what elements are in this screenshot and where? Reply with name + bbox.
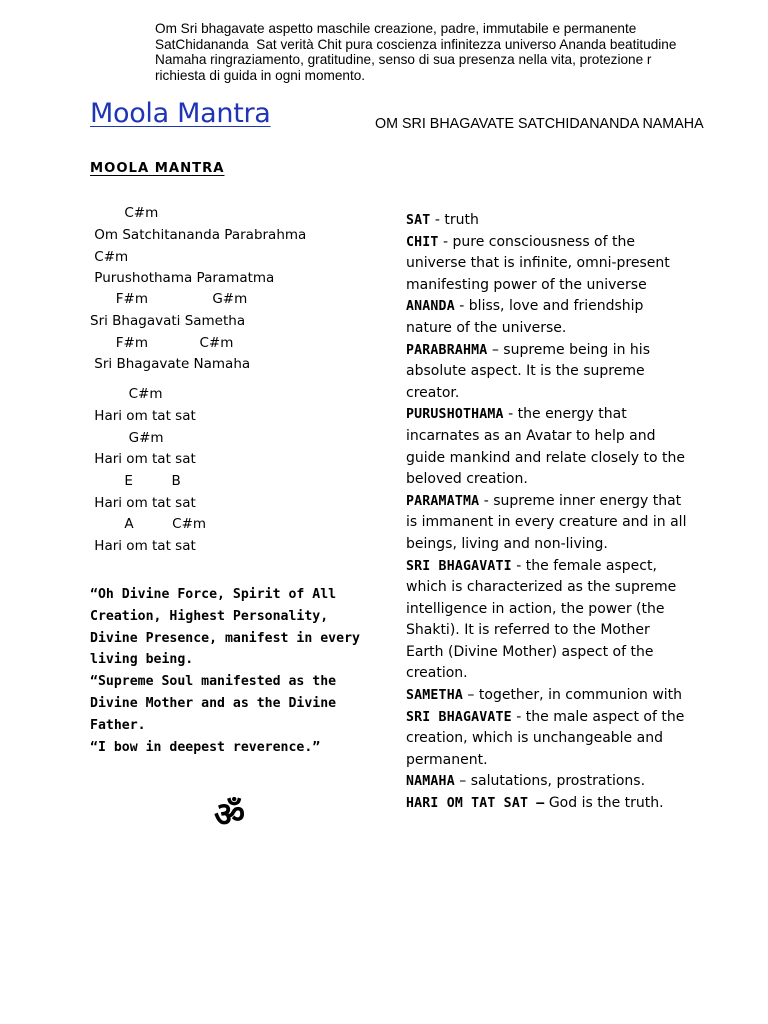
glossary-entry (406, 296, 688, 339)
glossary-term: HARI OM TAT SAT – (406, 796, 545, 812)
glossary-entry (406, 793, 688, 815)
lyric-line: Purushothama Paramatma (90, 270, 275, 286)
glossary-entry (406, 707, 688, 772)
glossary-definition: God is the truth. (544, 795, 664, 812)
glossary-term: PARABRAHMA (406, 342, 488, 358)
glossary-term: NAMAHA (406, 774, 455, 790)
glossary-definition: - the energy that incarnates as an Avatar to help and guide mankind and relate closely to the beloved creation. (406, 406, 685, 488)
lyric-line: Hari om tat sat (90, 495, 196, 511)
lyric-line: Hari om tat sat (90, 408, 196, 424)
chord-line: C#m (90, 205, 159, 221)
glossary-definition: - truth (430, 212, 479, 228)
glossary-definition: - the male aspect of the creation, which is unchangeable and permanent. (406, 708, 685, 768)
glossary-term: PARAMATMA (406, 493, 480, 509)
intro-paragraph: Om Sri bhagavate aspetto maschile creazione, padre, immutabile e permanente SatChidananda Sat verità Chit pura coscienza infinitezza universo Ananda beatitudine Namaha ringraziamento, gratitudine, senso di sua presenza nella vita, protezione r richiesta di guida in ogni momento. (155, 21, 677, 83)
glossary-definition: – salutations, prostrations. (454, 773, 646, 790)
glossary-entry (406, 556, 688, 686)
glossary-entry (406, 491, 688, 556)
prayer-line: “Oh Divine Force, Spirit of All Creation, Highest Personality, Divine Presence, manifest in every living being. (90, 587, 360, 668)
prayer-line: “Supreme Soul manifested as the Divine Mother and as the Divine Father. (90, 674, 337, 733)
glossary-entry (406, 232, 688, 297)
glossary-entry (406, 771, 688, 793)
glossary-term: ANANDA (406, 299, 455, 315)
chord-line: G#m (90, 430, 164, 446)
glossary-term: SRI BHAGAVATE (406, 709, 512, 725)
chord-line: F#m G#m (90, 291, 248, 307)
glossary-definition: - bliss, love and friendship nature of the universe. (406, 298, 644, 336)
lyric-line: Sri Bhagavate Namaha (90, 356, 251, 372)
chord-line: E B (90, 473, 181, 489)
lyric-line: Om Satchitananda Parabrahma (90, 227, 307, 243)
lyric-line: Sri Bhagavati Sametha (90, 313, 246, 329)
glossary-entry (406, 210, 688, 232)
glossary-term: SAT (406, 213, 431, 228)
page-title: Moola Mantra (90, 98, 271, 129)
chord-line: C#m (90, 386, 163, 402)
glossary-definition: - supreme inner energy that is immanent in every creature and in all beings, living and non-living. (406, 492, 687, 552)
lyric-line: Hari om tat sat (90, 538, 196, 554)
glossary-definition: – together, in communion with (462, 687, 683, 704)
glossary-term: CHIT (406, 234, 439, 250)
chord-line: F#m C#m (90, 335, 234, 351)
prayer-line: “I bow in deepest reverence.” (90, 739, 321, 755)
glossary-definition: – supreme being in his absolute aspect. It is the supreme creator. (406, 341, 650, 401)
prayer-block (90, 584, 360, 758)
glossary-term: PURUSHOTHAMA (406, 407, 504, 423)
glossary-definition: - the female aspect, which is characterized as the supreme intelligence in action, the power (the Shakti). It is referred to the Mother Earth (Divine Mother) aspect of the creation. (406, 557, 677, 682)
om-symbol-icon: ॐ (214, 795, 246, 835)
glossary (406, 210, 688, 815)
lyric-line: Hari om tat sat (90, 451, 196, 467)
glossary-entry (406, 340, 688, 405)
glossary-entry (406, 685, 688, 707)
mantra-full-text: OM SRI BHAGAVATE SATCHIDANANDA NAMAHA (375, 116, 704, 132)
glossary-definition: - pure consciousness of the universe that is infinite, omni-present manifesting power of the universe (406, 233, 670, 293)
glossary-entry (406, 404, 688, 490)
chord-line: A C#m (90, 516, 207, 532)
glossary-term: SRI BHAGAVATI (406, 558, 512, 574)
section-heading: MOOLA MANTRA (90, 161, 225, 176)
chord-line: C#m (90, 249, 129, 265)
glossary-term: SAMETHA (406, 688, 463, 704)
